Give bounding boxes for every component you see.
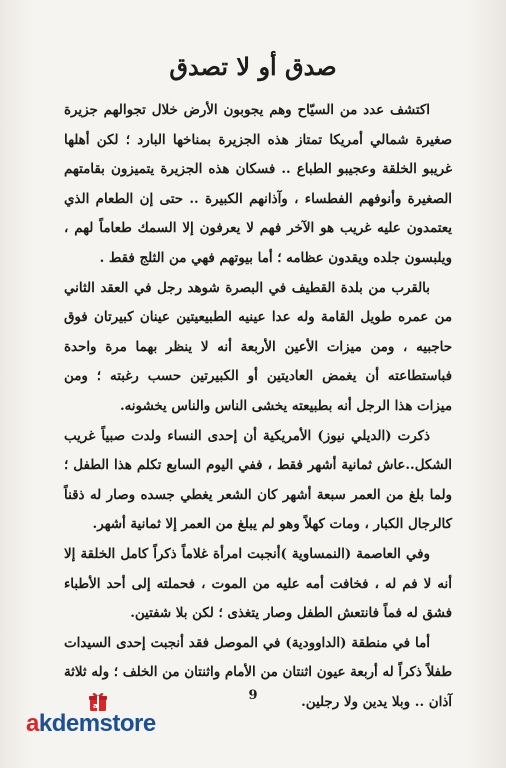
watermark-logo bbox=[26, 690, 176, 750]
gift-box-icon bbox=[87, 690, 109, 712]
page-title: صدق أو لا تصدق bbox=[169, 52, 337, 81]
paragraph: أما في منطقة (الداوودية) في الموصل فقد أنجبت إحدى السيدات طفلاً ذكراً له أربعة عيون اثنتان من الأمام واثنتان من الخلف ؛ وله ثلاثة آذان .. وبلا يدين ولا رجلين. bbox=[64, 634, 452, 710]
body-text bbox=[64, 96, 452, 717]
watermark-brand-rest: kdemstore bbox=[38, 710, 156, 737]
watermark-brand-text bbox=[26, 710, 156, 738]
paragraph: وفي العاصمة (النمساوية )أنجبت امرأة غلاماً ذكراً كامل الخلقة إلا أنه لا فم له ، فخافت أمه عليه من الموت ، فحملته إلى أحد الأطباء فشق له فماً فانتعش الطفل وصار يتغذى ؛ لكن بلا شفتين. bbox=[64, 545, 452, 622]
watermark-brand-a: a bbox=[26, 710, 39, 737]
paragraph: ذكرت (الديلي نيوز) الأمريكية أن إحدى النساء ولدت صبياً غريب الشكل..عاش ثمانية أشهر فقط ، ففي اليوم السابع تكلم هذا الطفل ؛ ولما بلغ من العمر سبعة أشهر كان الشعر يغطي جسده وصار له ذقناً كالرجال الكبار ، ومات كهلاً وهو لم يبلغ من العمر إلا ثمانية أشهر. bbox=[64, 427, 452, 533]
paragraph: بالقرب من بلدة القطيف في البصرة شوهد رجل في العقد الثاني من عمره طويل القامة وله عدا عينيه الطبيعيتين عينان كبيرتان فوق حاجبيه ، ومن ميزات الأعين الأربعة أنه لا ينظر بهما مرة واحدة فباستطاعته أن يغمض العاديتين أو الكبيرتين حسب رغبته ؛ ومن ميزات هذا الرجل أنه بطبيعته يخشى الناس والناس يخشونه. bbox=[64, 279, 452, 414]
page-number: 9 bbox=[248, 688, 258, 703]
svg-text:a: a bbox=[93, 702, 98, 710]
paragraph: اكتشف عدد من السيّاح وهم يجوبون الأرض خلال تجوالهم جزيرة صغيرة شمالي أمريكا تمتاز هذه الجزيرة بمناخها البارد ؛ لكن أهلها غريبو الخلقة وعجيبو الطباع .. فسكان هذه الجزيرة يتميزون بقامتهم الصغيرة وأنوفهم الفطساء ، وآذانهم الكبيرة .. حتى إن الطعام الذي يعتمدون عليه غريب هو الآخر فهم لا يعرفون إلا السمك طعاماً لهم ، ويلبسون جلده ويقدون عظامه ؛ أما بيوتهم فهي من الثلج فقط . bbox=[64, 102, 452, 266]
